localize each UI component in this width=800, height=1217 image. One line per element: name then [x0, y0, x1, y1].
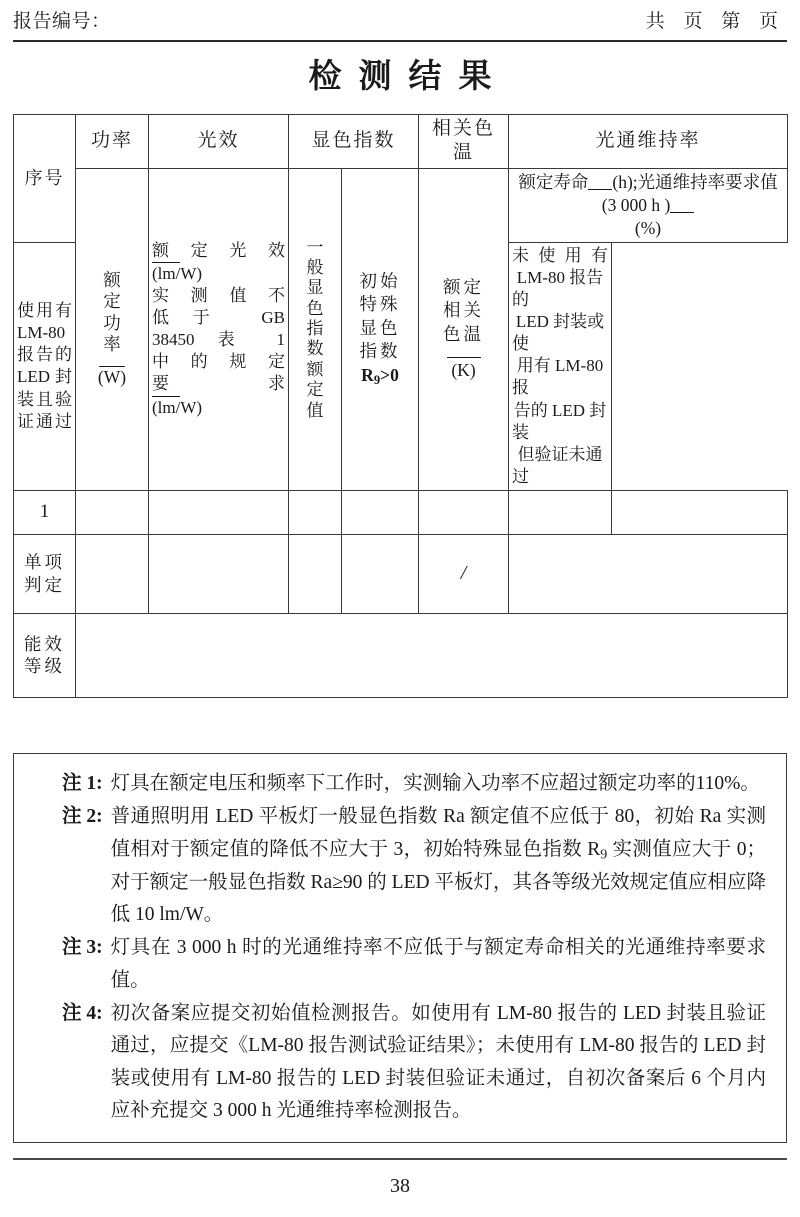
efficacy-line-7: 要求 [152, 374, 285, 394]
report-number-label: 报告编号： [13, 11, 111, 32]
rated-cct-unit: (K) [451, 360, 476, 381]
footer-divider [13, 1158, 787, 1160]
efficacy-line-2: (lm/W) [152, 264, 203, 283]
verdict-general-cri-cell[interactable] [289, 534, 342, 613]
without-lm80-line-2: LED 封装或使 [512, 312, 605, 354]
test-results-table [13, 114, 788, 698]
general-cri-char-2: 显 [306, 278, 324, 298]
rated-cct-line-0: 额定 [443, 276, 485, 297]
row-1-label [14, 490, 76, 534]
note-4 [30, 998, 770, 1127]
verdict-special-cri-cell[interactable] [342, 534, 419, 613]
rated-power-char-0: 额 [103, 269, 121, 290]
without-lm80-line-5: 但验证未通过 [512, 444, 603, 486]
row-1-without-lm80-cell[interactable] [612, 490, 788, 534]
general-cri-char-0: 一 [306, 237, 324, 257]
with-lm80-line-2: 报告的 [17, 345, 72, 365]
efficacy-line-8: (lm/W) [152, 397, 203, 417]
row-1-with-lm80-cell[interactable] [509, 490, 612, 534]
life-line-1b: (h);光通维 [612, 171, 691, 192]
rated-power-unit: (W) [97, 367, 127, 388]
general-cri-char-3: 色 [306, 298, 324, 318]
row-1-rated-power-cell[interactable] [76, 490, 149, 534]
without-lm80-line-4: 告的 LED 封装 [512, 400, 607, 442]
verdict-label-line-0: 单项 [24, 552, 65, 573]
without-lm80-line-0: 未 使 用 有 [512, 245, 609, 265]
rated-cct-line-2: 色温 [443, 323, 485, 344]
general-cri-char-8: 值 [306, 400, 324, 420]
header-rated-cct [419, 168, 509, 490]
header-efficacy-label: 光效 [197, 130, 240, 152]
without-lm80-line-3: 用有 LM-80 报 [512, 356, 604, 398]
header-lumen-maintenance [509, 115, 788, 169]
general-cri-char-4: 指 [306, 319, 324, 339]
header-special-cri [342, 168, 419, 490]
header-with-lm80 [14, 242, 76, 490]
header-cct [419, 115, 509, 169]
verdict-label-line-1: 判定 [24, 574, 65, 595]
header-rated-life-requirement [509, 168, 788, 242]
life-line-2a: 持率要求值(3 000 h ) [601, 171, 778, 215]
rated-power-char-1: 定 [103, 291, 121, 312]
efficacy-blank-2 [152, 396, 180, 397]
table-row-verdict [14, 534, 788, 613]
efficiency-grade-line-0: 能效 [24, 633, 65, 654]
with-lm80-line-1: LM-80 [17, 323, 66, 343]
table-row-efficiency-grade [14, 613, 788, 697]
page-header [13, 6, 787, 38]
note-3 [30, 932, 770, 997]
table-header-row-sub [14, 168, 788, 242]
with-lm80-line-0: 使用有 [17, 301, 72, 321]
special-cri-line-0: 初始 [359, 270, 401, 291]
table-row [14, 490, 788, 534]
header-without-lm80 [509, 242, 612, 490]
rated-cct-line-1: 相关 [443, 300, 485, 321]
life-line-1a: 额定寿命 [518, 171, 589, 192]
special-cri-line-2: 显色 [359, 317, 401, 338]
note-3-label: 注 3: [62, 937, 103, 959]
note-1 [30, 768, 770, 800]
note-1-text: 灯具在额定电压和频率下工作时，实测输入功率不应超过额定功率的110%。 [110, 773, 760, 794]
life-line-3: (%) [634, 217, 662, 238]
note-3-text: 灯具在 3 000 h 时的光通维持率不应低于与额定寿命相关的光通维持率要求值。 [110, 937, 766, 991]
note-2-text: 普通照明用 LED 平板灯一般显色指数 Ra 额定值不应低于 80，初始 Ra 实测值相对于额定值的降低不应大于 3，初始特殊显色指数 $R_9$ 实测值应大于 0；对于额定一般显色指数 Ra≥90 的 LED 平板灯，其各等级光效规定值应相应降低 10 lm/W。 [110, 806, 766, 925]
rated-power-char-2: 功 [103, 312, 121, 333]
note-4-label: 注 4: [62, 1002, 103, 1024]
efficiency-grade-value-cell[interactable] [76, 613, 788, 697]
verdict-rated-power-cell[interactable] [76, 534, 149, 613]
row-1-cct-cell[interactable] [419, 490, 509, 534]
efficacy-line-3: 实测值不 [152, 286, 285, 306]
note-4-text: 初次备案应提交初始值检测报告。如使用有 LM-80 报告的 LED 封装且验证通过，应提交《LM-80 报告测试验证结果》；未使用有 LM-80 报告的 LED 封装或使用有 LM-80 报告的 LED 封装但验证未通过，自初次备案后 6 个月内应补充提交 3 000 h 光通维持率检测报告。 [110, 1002, 766, 1122]
life-blank-2 [670, 212, 694, 213]
efficacy-line-8-wrap [152, 396, 285, 419]
header-rated-efficacy [149, 168, 289, 490]
with-lm80-line-5: 证通过 [17, 411, 72, 431]
special-cri-line-1: 特殊 [359, 294, 401, 315]
header-lumen-maintenance-label: 光通维持率 [595, 130, 701, 152]
table-header-row-top [14, 115, 788, 169]
row-1-efficacy-cell[interactable] [149, 490, 289, 534]
notes-box [13, 753, 787, 1143]
header-seq-label: 序号 [24, 167, 65, 188]
header-cri-label: 显色指数 [311, 130, 396, 152]
special-cri-line-3: 指数 [359, 341, 401, 362]
header-efficacy [149, 115, 289, 169]
efficiency-grade-label [14, 613, 76, 697]
verdict-efficacy-cell[interactable] [149, 534, 289, 613]
header-cct-label: 相关色温 [432, 118, 496, 164]
row-1-number: 1 [39, 501, 50, 523]
without-lm80-line-1: LM-80 报告的 [512, 268, 604, 310]
general-cri-char-1: 般 [306, 257, 324, 277]
with-lm80-line-3: LED 封 [17, 367, 72, 387]
life-blank-1 [588, 189, 612, 190]
general-cri-char-5: 数 [306, 339, 324, 359]
efficacy-line-2-wrap [152, 262, 285, 285]
verdict-row-label [14, 534, 76, 613]
verdict-lumen-maintenance-cell[interactable] [509, 534, 788, 613]
special-cri-r9: $R_9>0$ [361, 364, 399, 387]
efficacy-line-5: 38450 表 1 [152, 330, 285, 350]
header-general-cri [289, 168, 342, 490]
page-title: 检测结果 [308, 59, 509, 95]
note-2-label: 注 2: [62, 806, 103, 828]
efficacy-line-6: 中的规定 [152, 352, 285, 372]
rated-power-blank [99, 357, 125, 367]
with-lm80-line-4: 装且验 [17, 389, 72, 409]
row-1-special-cri-cell[interactable] [342, 490, 419, 534]
efficiency-grade-line-1: 等级 [24, 656, 65, 677]
efficacy-line-4: 低于 GB [152, 308, 285, 328]
efficacy-line-1: 额定光效 [152, 240, 285, 260]
header-seq [14, 115, 76, 243]
rated-cct-blank [447, 349, 481, 358]
header-cri [289, 115, 419, 169]
header-power-label: 功率 [90, 129, 133, 151]
page-number: 38 [390, 1175, 410, 1197]
pagination-label: 共 页 第 页 [645, 11, 785, 32]
row-1-general-cri-cell[interactable] [289, 490, 342, 534]
general-cri-char-7: 定 [306, 380, 324, 400]
header-divider [13, 40, 787, 42]
verdict-cct-cell[interactable] [419, 534, 509, 613]
note-2 [30, 801, 770, 931]
efficacy-blank-1 [152, 262, 180, 263]
rated-power-char-3: 率 [103, 333, 121, 354]
note-1-label: 注 1: [62, 773, 103, 794]
general-cri-char-6: 额 [306, 359, 324, 379]
header-power [76, 115, 149, 169]
header-rated-power [76, 168, 149, 490]
verdict-cct-value: / [460, 562, 467, 585]
